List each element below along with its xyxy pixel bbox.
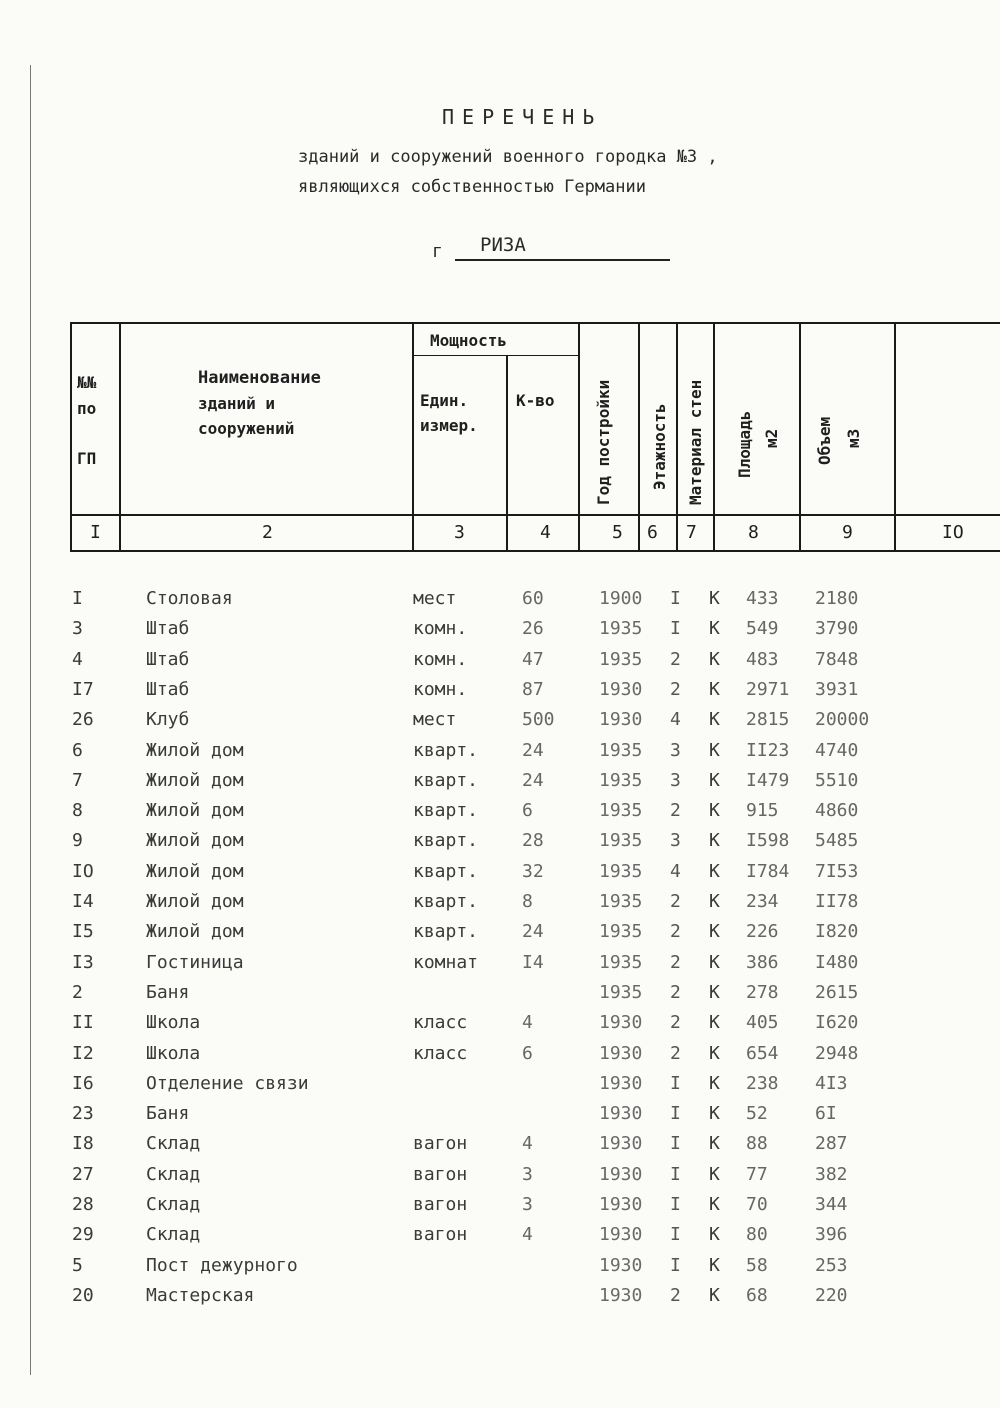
row-floors: I <box>670 588 681 609</box>
row-volume: 7I53 <box>815 860 859 882</box>
table-row <box>0 1255 1000 1285</box>
row-year: 1935 <box>599 830 643 852</box>
row-building-name: Жилой дом <box>146 769 244 791</box>
table-row <box>0 770 1000 800</box>
vline-4 <box>578 322 580 552</box>
row-floors: I <box>670 1103 681 1125</box>
row-unit: кварт. <box>413 830 479 852</box>
row-area: 433 <box>746 588 779 609</box>
row-wall-material: К <box>709 1133 720 1155</box>
row-gp-number: I5 <box>72 921 94 943</box>
vline-0 <box>70 322 72 552</box>
row-floors: 2 <box>670 1042 681 1064</box>
row-area: 234 <box>746 891 779 912</box>
vline-7 <box>713 322 715 552</box>
col-number-9: 9 <box>842 522 853 543</box>
row-area: 2815 <box>746 709 790 731</box>
header-material: Материал стен <box>686 379 705 505</box>
row-volume: 2615 <box>815 981 859 1003</box>
row-year: 1935 <box>599 981 643 1003</box>
row-floors: 3 <box>670 739 681 761</box>
row-floors: 3 <box>670 830 681 852</box>
row-floors: I <box>670 1254 681 1276</box>
row-wall-material: К <box>709 951 720 973</box>
row-unit: кварт. <box>413 769 479 791</box>
row-floors: I <box>670 1072 681 1094</box>
row-gp-number: 9 <box>72 830 83 852</box>
row-year: 1930 <box>599 1072 643 1094</box>
row-year: 1935 <box>599 800 643 822</box>
row-building-name: Жилой дом <box>146 800 244 822</box>
row-year: 1930 <box>599 1194 643 1215</box>
col-number-4: 4 <box>540 522 551 543</box>
row-gp-number: 23 <box>72 1103 94 1125</box>
row-building-name: Склад <box>146 1224 201 1246</box>
row-quantity: 32 <box>522 860 544 882</box>
row-quantity: I4 <box>522 951 544 973</box>
row-gp-number: 8 <box>72 800 83 822</box>
row-volume: 382 <box>815 1163 848 1185</box>
row-area: 58 <box>746 1254 768 1276</box>
city-name: РИЗА <box>480 234 526 256</box>
col-number-1: I <box>90 522 101 543</box>
row-floors: 4 <box>670 709 681 731</box>
table-row <box>0 1164 1000 1194</box>
header-num-3: ГП <box>77 449 97 468</box>
row-unit: вагон <box>413 1194 468 1215</box>
row-wall-material: К <box>709 891 720 912</box>
row-year: 1935 <box>599 921 643 943</box>
row-area: I598 <box>746 830 790 852</box>
row-year: 1930 <box>599 1103 643 1125</box>
row-area: 654 <box>746 1042 779 1064</box>
row-gp-number: I7 <box>72 678 94 700</box>
row-floors: 2 <box>670 678 681 700</box>
row-gp-number: 7 <box>72 769 83 791</box>
table-row <box>0 1073 1000 1103</box>
row-area: 70 <box>746 1194 768 1215</box>
row-building-name: Жилой дом <box>146 891 244 912</box>
header-name-1: Наименование <box>198 368 321 388</box>
row-gp-number: I8 <box>72 1133 94 1155</box>
row-year: 1935 <box>599 951 643 973</box>
row-year: 1930 <box>599 1133 643 1155</box>
colnum-bottom-border <box>70 550 1000 552</box>
row-volume: 4860 <box>815 800 859 822</box>
row-building-name: Жилой дом <box>146 739 244 761</box>
vline-2 <box>412 322 414 552</box>
row-unit: кварт. <box>413 891 479 912</box>
document-title: ПЕРЕЧЕНЬ <box>442 105 603 129</box>
row-volume: 344 <box>815 1194 848 1215</box>
row-floors: 2 <box>670 891 681 912</box>
row-floors: 2 <box>670 951 681 973</box>
table-row <box>0 982 1000 1012</box>
row-volume: 2948 <box>815 1042 859 1064</box>
col-number-6: 6 <box>647 522 658 543</box>
table-row <box>0 1012 1000 1042</box>
header-num <box>77 370 96 472</box>
row-area: I479 <box>746 769 790 791</box>
row-gp-number: I6 <box>72 1072 94 1094</box>
row-building-name: Жилой дом <box>146 860 244 882</box>
row-quantity: 6 <box>522 1042 533 1064</box>
row-quantity: 4 <box>522 1224 533 1246</box>
row-wall-material: К <box>709 981 720 1003</box>
row-quantity: 6 <box>522 800 533 822</box>
table-row <box>0 1043 1000 1073</box>
header-unit <box>420 388 478 438</box>
row-building-name: Отделение связи <box>146 1072 309 1094</box>
row-year: 1935 <box>599 648 643 670</box>
row-gp-number: I <box>72 588 83 609</box>
header-qty: К-во <box>516 391 555 410</box>
row-area: 915 <box>746 800 779 822</box>
row-building-name: Жилой дом <box>146 921 244 943</box>
row-gp-number: 28 <box>72 1194 94 1215</box>
row-volume: I820 <box>815 921 859 943</box>
table-row <box>0 740 1000 770</box>
row-area: 386 <box>746 951 779 973</box>
table-row <box>0 1224 1000 1254</box>
row-unit: кварт. <box>413 921 479 943</box>
row-building-name: Штаб <box>146 678 190 700</box>
row-gp-number: 27 <box>72 1163 94 1185</box>
row-building-name: Школа <box>146 1042 201 1064</box>
row-quantity: 8 <box>522 891 533 912</box>
row-year: 1935 <box>599 860 643 882</box>
row-year: 1935 <box>599 739 643 761</box>
row-wall-material: К <box>709 1194 720 1215</box>
row-year: 1930 <box>599 1012 643 1034</box>
row-unit: кварт. <box>413 739 479 761</box>
row-year: 1935 <box>599 618 643 640</box>
row-year: 1935 <box>599 769 643 791</box>
table-row <box>0 921 1000 951</box>
header-num-2: по <box>77 399 97 418</box>
row-wall-material: К <box>709 709 720 731</box>
table-row <box>0 830 1000 860</box>
header-num-1: №№ <box>77 373 97 392</box>
row-wall-material: К <box>709 830 720 852</box>
row-unit: комн. <box>413 678 468 700</box>
row-volume: 253 <box>815 1254 848 1276</box>
vline-9 <box>894 322 896 552</box>
row-wall-material: К <box>709 800 720 822</box>
header-top-border <box>70 322 1000 324</box>
row-volume: I480 <box>815 951 859 973</box>
row-floors: 2 <box>670 1012 681 1034</box>
row-year: 1930 <box>599 1254 643 1276</box>
row-quantity: 26 <box>522 618 544 640</box>
row-floors: 2 <box>670 1284 681 1306</box>
row-area: 238 <box>746 1072 779 1094</box>
row-unit: кварт. <box>413 860 479 882</box>
row-wall-material: К <box>709 921 720 943</box>
row-floors: 4 <box>670 860 681 882</box>
row-building-name: Столовая <box>146 588 233 609</box>
table-row <box>0 1133 1000 1163</box>
row-volume: 7848 <box>815 648 859 670</box>
row-volume: 6I <box>815 1103 837 1125</box>
row-unit: вагон <box>413 1133 468 1155</box>
header-unit-2: измер. <box>420 416 478 435</box>
row-unit: комнат <box>413 951 479 973</box>
row-wall-material: К <box>709 678 720 700</box>
row-area: I784 <box>746 860 790 882</box>
row-building-name: Клуб <box>146 709 190 731</box>
row-building-name: Штаб <box>146 648 190 670</box>
row-floors: I <box>670 1133 681 1155</box>
row-year: 1930 <box>599 678 643 700</box>
row-quantity: 24 <box>522 769 544 791</box>
col-number-3: 3 <box>454 522 465 543</box>
row-wall-material: К <box>709 769 720 791</box>
row-area: 278 <box>746 981 779 1003</box>
row-wall-material: К <box>709 1042 720 1064</box>
row-wall-material: К <box>709 1072 720 1094</box>
row-gp-number: 29 <box>72 1224 94 1246</box>
row-unit: класс <box>413 1012 468 1034</box>
row-area: 483 <box>746 648 779 670</box>
row-gp-number: I2 <box>72 1042 94 1064</box>
row-area: 226 <box>746 921 779 943</box>
vline-8 <box>799 322 801 552</box>
row-quantity: 4 <box>522 1133 533 1155</box>
row-year: 1935 <box>599 891 643 912</box>
vline-1 <box>119 322 121 552</box>
row-unit: мест <box>413 588 457 609</box>
header-area: Площадь <box>735 410 754 478</box>
row-unit: вагон <box>413 1224 468 1246</box>
title-line-2: являющихся собственностью Германии <box>298 177 646 197</box>
vline-6 <box>676 322 678 552</box>
col-number-10: IO <box>942 522 964 543</box>
row-gp-number: II <box>72 1012 94 1034</box>
row-wall-material: К <box>709 1254 720 1276</box>
row-area: II23 <box>746 739 790 761</box>
row-gp-number: 5 <box>72 1254 83 1276</box>
row-area: 88 <box>746 1133 768 1155</box>
table-row <box>0 1285 1000 1315</box>
row-volume: 3790 <box>815 618 859 640</box>
header-name-2: зданий и <box>198 394 276 413</box>
row-unit: комн. <box>413 618 468 640</box>
row-quantity: 28 <box>522 830 544 852</box>
row-floors: 2 <box>670 648 681 670</box>
row-unit: мест <box>413 709 457 731</box>
row-quantity: 3 <box>522 1163 533 1185</box>
row-volume: 4740 <box>815 739 859 761</box>
table-row <box>0 952 1000 982</box>
row-volume: I620 <box>815 1012 859 1034</box>
row-volume: 5510 <box>815 769 859 791</box>
row-quantity: 24 <box>522 739 544 761</box>
row-volume: 396 <box>815 1224 848 1246</box>
row-building-name: Пост дежурного <box>146 1254 298 1276</box>
row-quantity: 4 <box>522 1012 533 1034</box>
row-gp-number: I4 <box>72 891 94 912</box>
table-row <box>0 709 1000 739</box>
table-row <box>0 891 1000 921</box>
header-volume: Объем <box>815 416 834 465</box>
row-building-name: Баня <box>146 981 190 1003</box>
city-underline <box>455 259 670 261</box>
table-row <box>0 588 1000 618</box>
row-volume: 220 <box>815 1284 848 1306</box>
row-year: 1900 <box>599 588 643 609</box>
row-floors: 2 <box>670 800 681 822</box>
header-floors: Этажность <box>650 403 669 490</box>
row-gp-number: I3 <box>72 951 94 973</box>
col-number-5: 5 <box>612 522 623 543</box>
row-gp-number: 6 <box>72 739 83 761</box>
row-gp-number: 3 <box>72 618 83 640</box>
row-unit: класс <box>413 1042 468 1064</box>
header-unit-1: Един. <box>420 391 469 410</box>
row-area: 549 <box>746 618 779 640</box>
row-wall-material: К <box>709 618 720 640</box>
row-building-name: Склад <box>146 1163 201 1185</box>
row-area: 77 <box>746 1163 768 1185</box>
city-prefix: г <box>432 241 443 262</box>
row-gp-number: 26 <box>72 709 94 731</box>
row-year: 1930 <box>599 1163 643 1185</box>
row-area: 68 <box>746 1284 768 1306</box>
power-divider <box>413 355 579 356</box>
header-area-unit: м2 <box>762 428 781 448</box>
row-wall-material: К <box>709 860 720 882</box>
row-area: 405 <box>746 1012 779 1034</box>
table-row <box>0 649 1000 679</box>
row-volume: 20000 <box>815 709 870 731</box>
row-gp-number: 4 <box>72 648 83 670</box>
row-floors: I <box>670 1163 681 1185</box>
row-building-name: Штаб <box>146 618 190 640</box>
row-wall-material: К <box>709 1224 720 1246</box>
row-wall-material: К <box>709 588 720 609</box>
row-wall-material: К <box>709 1103 720 1125</box>
row-volume: 287 <box>815 1133 848 1155</box>
header-name <box>198 366 321 441</box>
row-floors: 2 <box>670 981 681 1003</box>
vline-3 <box>506 355 508 552</box>
row-building-name: Жилой дом <box>146 830 244 852</box>
row-year: 1930 <box>599 1284 643 1306</box>
row-building-name: Школа <box>146 1012 201 1034</box>
row-wall-material: К <box>709 648 720 670</box>
row-year: 1930 <box>599 709 643 731</box>
row-area: 52 <box>746 1103 768 1125</box>
row-unit: кварт. <box>413 800 479 822</box>
col-number-7: 7 <box>686 522 697 543</box>
row-volume: 2180 <box>815 588 859 609</box>
row-floors: I <box>670 1224 681 1246</box>
table-row <box>0 800 1000 830</box>
row-unit: комн. <box>413 648 468 670</box>
row-quantity: 24 <box>522 921 544 943</box>
vline-5 <box>638 322 640 552</box>
row-volume: 3931 <box>815 678 859 700</box>
row-floors: I <box>670 618 681 640</box>
row-year: 1930 <box>599 1224 643 1246</box>
table-row <box>0 618 1000 648</box>
row-gp-number: 20 <box>72 1284 94 1306</box>
row-gp-number: IO <box>72 860 94 882</box>
table-row <box>0 861 1000 891</box>
row-floors: 2 <box>670 921 681 943</box>
header-bottom-border <box>70 514 1000 516</box>
row-building-name: Склад <box>146 1194 201 1215</box>
table-row <box>0 1194 1000 1224</box>
row-volume: 4I3 <box>815 1072 848 1094</box>
table-row <box>0 1103 1000 1133</box>
table-row <box>0 679 1000 709</box>
row-wall-material: К <box>709 739 720 761</box>
row-quantity: 3 <box>522 1194 533 1215</box>
row-year: 1930 <box>599 1042 643 1064</box>
row-floors: I <box>670 1194 681 1215</box>
row-building-name: Склад <box>146 1133 201 1155</box>
row-wall-material: К <box>709 1284 720 1306</box>
row-area: 2971 <box>746 678 790 700</box>
row-quantity: 60 <box>522 588 544 609</box>
row-volume: II78 <box>815 891 859 912</box>
header-name-3: сооружений <box>198 419 295 438</box>
header-power: Мощность <box>430 331 508 350</box>
row-building-name: Мастерская <box>146 1284 255 1306</box>
row-wall-material: К <box>709 1012 720 1034</box>
title-line-1: зданий и сооружений военного городка №3 , <box>298 147 718 167</box>
row-volume: 5485 <box>815 830 859 852</box>
row-quantity: 47 <box>522 648 544 670</box>
col-number-2: 2 <box>262 522 273 543</box>
col-number-8: 8 <box>748 522 759 543</box>
row-quantity: 500 <box>522 709 555 731</box>
row-area: 80 <box>746 1224 768 1246</box>
header-year: Год постройки <box>594 379 613 505</box>
row-building-name: Баня <box>146 1103 190 1125</box>
row-quantity: 87 <box>522 678 544 700</box>
header-volume-unit: м3 <box>844 428 863 448</box>
row-floors: 3 <box>670 769 681 791</box>
row-building-name: Гостиница <box>146 951 244 973</box>
row-wall-material: К <box>709 1163 720 1185</box>
row-unit: вагон <box>413 1163 468 1185</box>
row-gp-number: 2 <box>72 981 83 1003</box>
